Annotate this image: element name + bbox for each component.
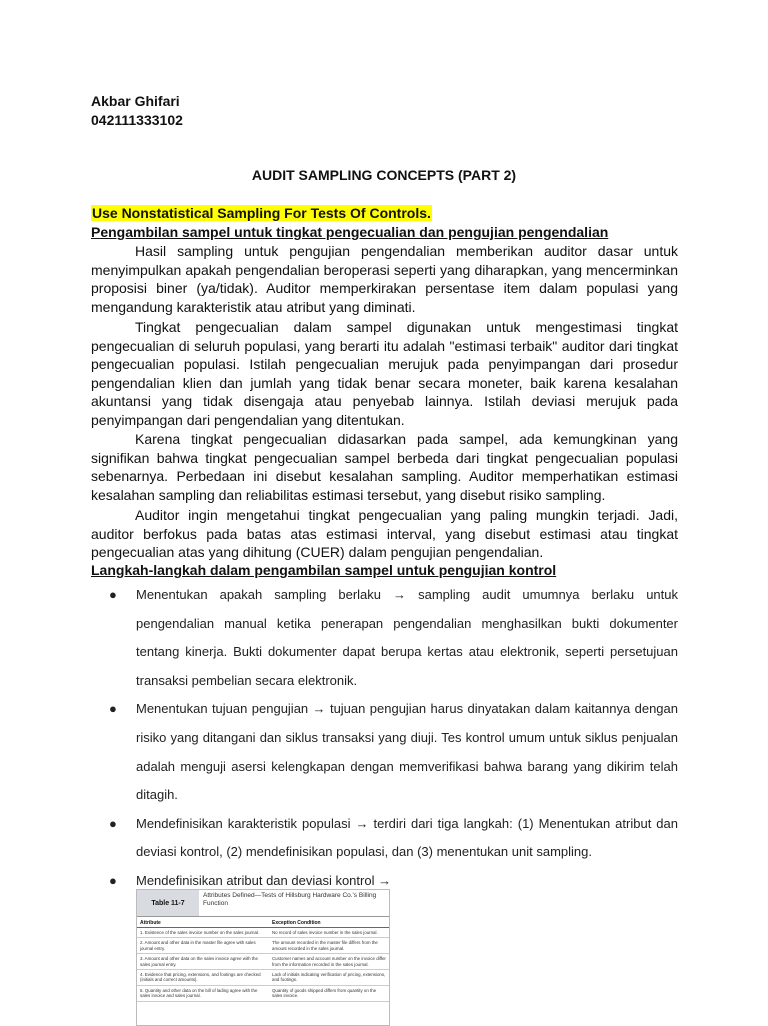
table-row: [137, 970, 389, 986]
author-id: 042111333102: [91, 112, 183, 128]
list-item-text: Menentukan tujuan pengujian → tujuan pengujian harus dinyatakan dalam kaitannya dengan risiko yang ditangani dan siklus transaksi yang diuji. Tes kontrol umum untuk siklus penjualan adalah menguji asersi kelengkapan dengan memverifikasi bahwa barang yang dikirim telah ditagih.: [136, 701, 678, 803]
paragraph: Tingkat pengecualian dalam sampel digunakan untuk mengestimasi tingkat pengecualian di seluruh populasi, yang berarti itu adalah "estimasi terbaik" auditor dari tingkat pengecualian populasi. Istilah pengecualian merujuk pada penyimpangan dari prosedur pengendalian klien dan jumlah yang tidak benar secara moneter, baik karena kesalahan akuntansi yang tidak disengaja atau penyebab lainnya. Istilah deviasi merujuk pada penyimpangan dari pengendalian yang ditentukan.: [91, 319, 678, 428]
attribute-cell: 2. Amount and other data in the master file agree with sales journal entry.: [140, 940, 256, 951]
list-item-text: Mendefinisikan atribut dan deviasi kontrol →: [136, 872, 392, 888]
column-header-exception: Exception Condition: [272, 920, 321, 926]
paragraph: Hasil sampling untuk pengujian pengendalian memberikan auditor dasar untuk menyimpulkan apakah pengendalian beroperasi seperti yang diharapkan, yang mencerminkan proposisi biner (ya/tidak). Auditor memperkirakan persentase item dalam populasi yang mengandung karakteristik atau atribut yang diminati.: [91, 243, 678, 315]
attributes-table-figure: [136, 889, 390, 1026]
attribute-cell: 1. Existence of the sales invoice number on the sales journal.: [140, 930, 260, 935]
list-item-text: Menentukan apakah sampling berlaku → sampling audit umumnya berlaku untuk pengendalian manual ketika penerapan pengendalian menghasilkan bukti dokumenter tentang kinerja. Bukti dokumenter dapat berupa kertas atau elektronik, seperti persetujuan transaksi pembelian secara elektronik.: [136, 587, 678, 688]
figure-label: Table 11-7: [137, 890, 199, 916]
paragraph: Auditor ingin mengetahui tingkat pengecualian yang paling mungkin terjadi. Jadi, auditor berfokus pada batas atas estimasi interval, yang disebut estimasi atau tingkat pengecualian atas yang dihitung (CUER) dalam pengujian pengendalian.: [91, 507, 678, 560]
exception-cell: The amount recorded in the master file differs from the amount recorded in the sales journal.: [272, 940, 378, 951]
exception-cell: No record of sales invoice number in the sales journal.: [272, 930, 378, 935]
figure-column-headers: [137, 917, 389, 928]
figure-caption: Attributes Defined—Tests of Hillsburg Hardware Co.'s Billing Function: [203, 892, 377, 907]
bullet-icon: ●: [109, 815, 117, 831]
attribute-cell: 3. Amount and other data on the sales invoice agree with the sales journal entry.: [140, 956, 258, 967]
table-row: [137, 928, 389, 938]
list-item: [91, 810, 678, 867]
exception-cell: Customer names and account number on the invoice differ from the information recorded in the sales journal.: [272, 956, 386, 967]
table-row: [137, 938, 389, 954]
list-item: [91, 695, 678, 809]
steps-list: [91, 581, 678, 896]
author-name: Akbar Ghifari: [91, 93, 180, 109]
bullet-icon: ●: [109, 872, 117, 888]
bullet-icon: ●: [109, 701, 117, 717]
paragraph: Karena tingkat pengecualian didasarkan pada sampel, ada kemungkinan yang signifikan bahwa tingkat pengecualian sampel berbeda dari tingkat pengecualian populasi sebenarnya. Perbedaan ini disebut kesalahan sampling. Auditor memperhatikan estimasi kesalahan sampling dan reliabilitas estimasi tersebut, yang disebut risiko sampling.: [91, 431, 678, 503]
bullet-icon: ●: [109, 587, 117, 602]
exception-cell: Lack of initials indicating verification of pricing, extensions, and footings.: [272, 972, 386, 983]
section-subheading: Pengambilan sampel untuk tingkat pengecualian dan pengujian pengendalian: [91, 224, 609, 240]
list-item: [91, 581, 678, 695]
document-title: AUDIT SAMPLING CONCEPTS (PART 2): [251, 167, 517, 183]
table-row: [137, 954, 389, 970]
attribute-cell: 4. Evidence that pricing, extensions, and footings are checked (initials and correct amounts).: [140, 972, 261, 983]
column-header-attribute: Attribute: [140, 920, 161, 926]
highlighted-heading: Use Nonstatistical Sampling For Tests Of Controls.: [92, 205, 431, 221]
steps-subheading: Langkah-langkah dalam pengambilan sampel untuk pengujian kontrol: [91, 562, 557, 578]
table-row: [137, 986, 389, 1002]
exception-cell: Quantity of goods shipped differs from quantity on the sales invoice.: [272, 987, 377, 999]
figure-header: [137, 890, 389, 917]
list-item-text: Mendefinisikan karakteristik populasi → terdiri dari tiga langkah: (1) Menentukan atribut dan deviasi kontrol, (2) mendefinisikan populasi, dan (3) menentukan unit sampling.: [136, 815, 678, 860]
attribute-cell: 5. Quantity and other data on the bill of lading agree with the sales invoice and sales journal.: [140, 987, 258, 999]
